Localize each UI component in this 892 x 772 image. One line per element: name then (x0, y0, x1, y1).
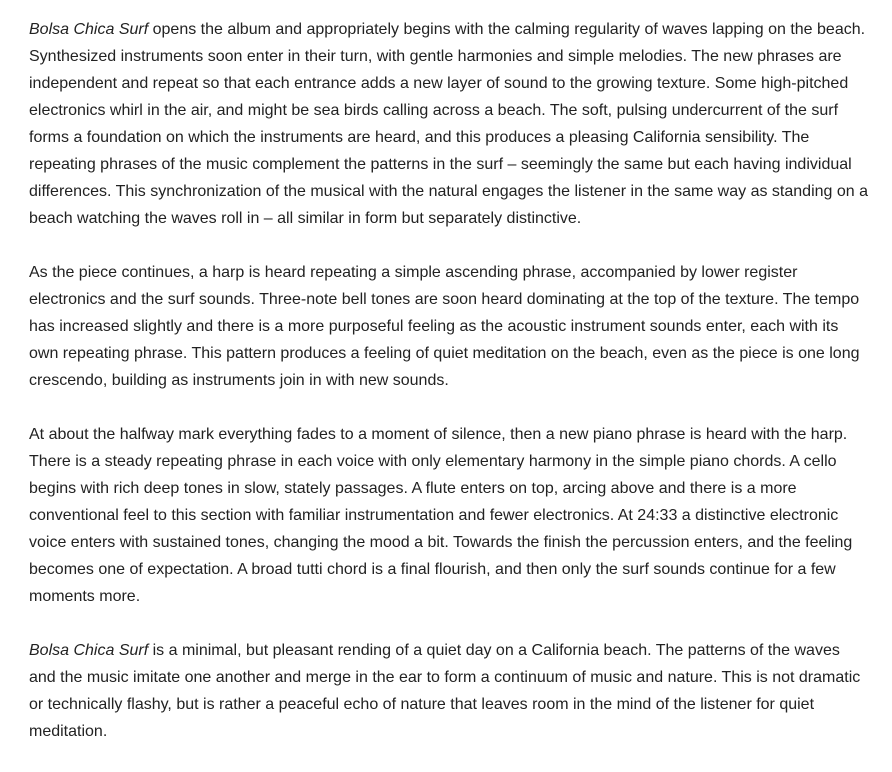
paragraph-text: is a minimal, but pleasant rending of a quiet day on a California beach. The patterns of the waves and the music imitate one another and merge in the ear to form a continuum of music and nature. This is not dramatic or technically flashy, but is rather a peaceful echo of nature that leaves room in the mind of the listener for quiet meditation. (29, 642, 861, 740)
paragraph-text: As the piece continues, a harp is heard repeating a simple ascending phrase, accompanied by lower register electronics and the surf sounds. Three-note bell tones are soon heard dominating at the top of the texture. The tempo has increased slightly and there is a more purposeful feeling as the acoustic instrument sounds enter, each with its own repeating phrase. This pattern produces a feeling of quiet meditation on the beach, even as the piece is one long crescendo, building as instruments join in with new sounds. (29, 264, 860, 389)
work-title: Bolsa Chica Surf (29, 21, 149, 38)
paragraph-3 (29, 421, 869, 610)
article-body (29, 16, 869, 772)
paragraph-text: At about the halfway mark everything fades to a moment of silence, then a new piano phrase is heard with the harp. There is a steady repeating phrase in each voice with only elementary harmony in the simple piano chords. A cello begins with rich deep tones in slow, stately passages. A flute enters on top, arcing above and there is a more conventional feel to this section with familiar instrumentation and fewer electronics. At 24:33 a distinctive electronic voice enters with sustained tones, changing the mood a bit. Towards the finish the percussion enters, and the feeling becomes one of expectation. A broad tutti chord is a final flourish, and then only the surf sounds continue for a few moments more. (29, 426, 853, 605)
paragraph-2 (29, 259, 869, 394)
paragraph-4 (29, 637, 869, 745)
work-title: Bolsa Chica Surf (29, 642, 149, 659)
paragraph-text: opens the album and appropriately begins with the calming regularity of waves lapping on the beach. Synthesized instruments soon enter in their turn, with gentle harmonies and simple melodies. The new phrases are independent and repeat so that each entrance adds a new layer of sound to the growing texture. Some high-pitched electronics whirl in the air, and might be sea birds calling across a beach. The soft, pulsing undercurrent of the surf forms a foundation on which the instruments are heard, and this produces a pleasing California sensibility. The repeating phrases of the music complement the patterns in the surf – seemingly the same but each having individual differences. This synchronization of the musical with the natural engages the listener in the same way as standing on a beach watching the waves roll in – all similar in form but separately distinctive. (29, 21, 868, 227)
paragraph-1 (29, 16, 869, 232)
